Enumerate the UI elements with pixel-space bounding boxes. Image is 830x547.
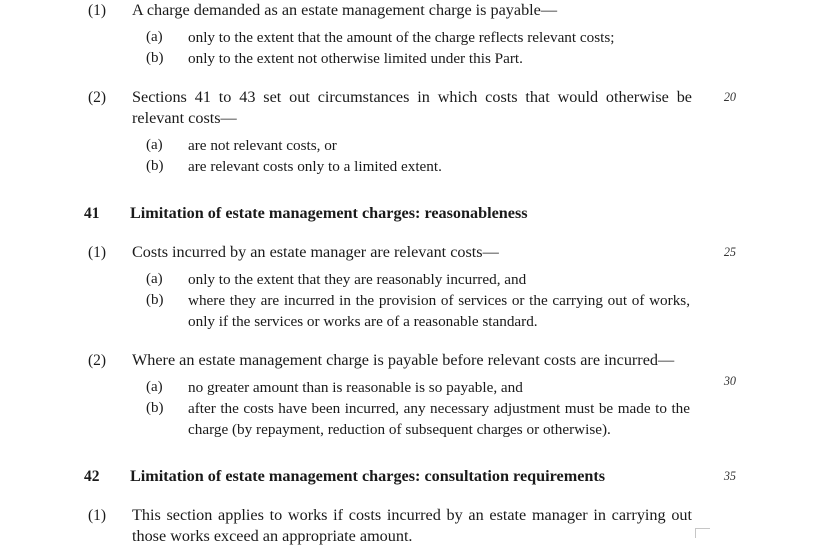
line-number-35: 35 — [723, 469, 736, 483]
paragraph-text: are relevant costs only to a limited extent. — [188, 158, 442, 175]
subsection-text: Costs incurred by an estate manager are relevant costs— — [132, 243, 499, 261]
subsection-marker: (1) — [88, 2, 107, 19]
paragraph-41-2b — [0, 398, 830, 440]
subsection-text: Sections 41 to 43 set out circumstances in which costs that would otherwise be relevant costs— — [132, 88, 692, 127]
paragraph-marker: (a) — [146, 29, 163, 45]
section-number: 42 — [84, 468, 100, 485]
paragraph-marker: (b) — [146, 50, 164, 66]
subsection-41-2 — [0, 350, 830, 371]
line-number-20: 20 — [723, 90, 736, 104]
paragraph-marker: (b) — [146, 292, 164, 308]
line-number-25: 25 — [723, 245, 736, 259]
section-heading-41 — [0, 203, 830, 224]
paragraph-2a — [0, 135, 830, 156]
section-heading-42 — [0, 466, 830, 487]
paragraph-text: are not relevant costs, or — [188, 137, 337, 154]
subsection-41-1 — [0, 242, 830, 263]
subsection-marker: (1) — [88, 507, 107, 524]
subsection-2 — [0, 87, 830, 129]
section-number: 41 — [84, 205, 100, 222]
subsection-marker: (2) — [88, 89, 107, 106]
paragraph-text: no greater amount than is reasonable is so payable, and — [188, 379, 523, 396]
page-edge-mark — [695, 528, 710, 538]
paragraph-1b — [0, 48, 830, 69]
paragraph-41-1a — [0, 269, 830, 290]
subsection-42-1 — [0, 505, 830, 547]
subsection-text: Where an estate management charge is payable before relevant costs are incurred— — [132, 351, 675, 369]
subsection-text: A charge demanded as an estate management charge is payable— — [132, 1, 558, 19]
paragraph-text: after the costs have been incurred, any necessary adjustment must be made to the charge (by repayment, reduction of subsequent charges or otherwise). — [188, 400, 690, 438]
paragraph-marker: (a) — [146, 271, 163, 287]
subsection-marker: (1) — [88, 244, 107, 261]
section-heading-42-block — [0, 466, 830, 487]
section-title: Limitation of estate management charges: reasonableness — [130, 204, 528, 222]
subsection-1 — [0, 0, 830, 21]
paragraph-marker: (a) — [146, 379, 163, 395]
paragraph-41-1b — [0, 290, 830, 332]
paragraph-marker: (b) — [146, 400, 164, 416]
paragraph-marker: (a) — [146, 137, 163, 153]
subsection-marker: (2) — [88, 352, 107, 369]
subsection-41-1-block — [0, 242, 830, 263]
paragraph-text: where they are incurred in the provision of services or the carrying out of works, only if the services or works are of a reasonable standard. — [188, 292, 690, 330]
section-title: Limitation of estate management charges: consultation requirements — [130, 467, 606, 485]
paragraph-text: only to the extent that the amount of the charge reflects relevant costs; — [188, 29, 615, 46]
paragraph-text: only to the extent that they are reasonably incurred, and — [188, 271, 527, 288]
paragraph-text: only to the extent not otherwise limited under this Part. — [188, 50, 523, 67]
paragraph-2b — [0, 156, 830, 177]
subsection-2-block — [0, 87, 830, 129]
line-number-30: 30 — [723, 374, 736, 388]
paragraph-1a — [0, 27, 830, 48]
paragraph-41-2a — [0, 377, 830, 398]
subsection-text: This section applies to works if costs incurred by an estate manager in carrying out those works exceed an appropriate amount. — [132, 506, 692, 545]
paragraph-marker: (b) — [146, 158, 164, 174]
